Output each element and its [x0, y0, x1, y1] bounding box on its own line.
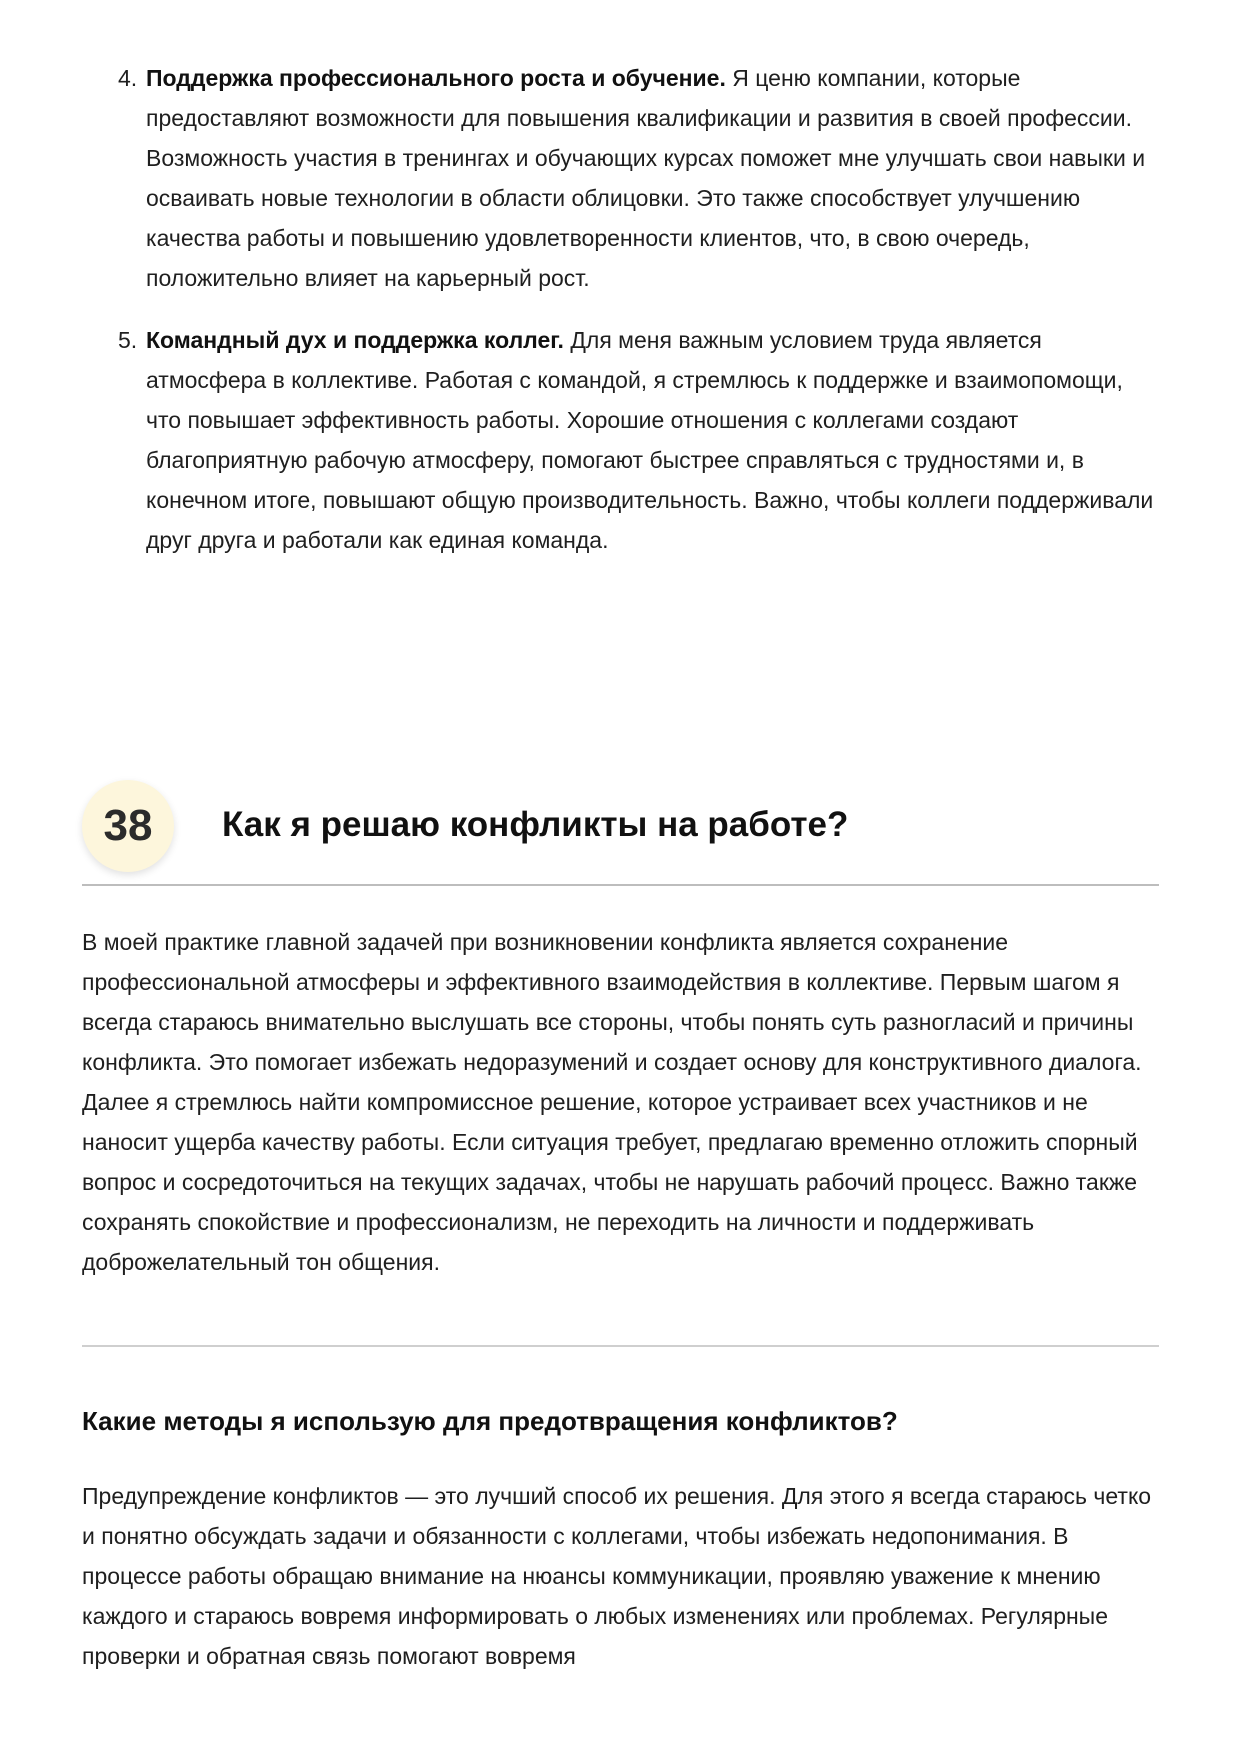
subheading: Какие методы я использую для предотвращения конфликтов?	[82, 1406, 898, 1436]
list-item-bold-lead: Поддержка профессионального роста и обучение.	[146, 65, 726, 91]
list-item-text: Я ценю компании, которые предоставляют возможности для повышения квалификации и развития в своей профессии. Возможность участия в тренингах и обучающих курсах поможет мне улучшать свои навыки и осваивать новые технологии в области облицовки. Это также способствует улучшению качества работы и повышению удовлетворенности клиентов, что, в свою очередь, положительно влияет на карьерный рост.	[146, 65, 1146, 291]
subheading-paragraph: Предупреждение конфликтов — это лучший способ их решения. Для этого я всегда стараюсь четко и понятно обсуждать задачи и обязанности с коллегами, чтобы избежать недопонимания. В процессе работы обращаю внимание на нюансы коммуникации, проявляю уважение к мнению каждого и стараюсь вовремя информировать о любых изменениях или проблемах. Регулярные проверки и обратная связь помогают вовремя	[82, 1483, 1152, 1669]
list-item-bold-lead: Командный дух и поддержка коллег.	[146, 327, 564, 353]
list-item	[118, 320, 1158, 560]
list-item-marker: 5.	[118, 327, 138, 353]
list-item	[118, 58, 1158, 298]
section-header	[82, 780, 1159, 886]
section-paragraph: В моей практике главной задачей при возникновении конфликта является сохранение профессиональной атмосферы и эффективного взаимодействия в коллективе. Первым шагом я всегда стараюсь внимательно выслушать все стороны, чтобы понять суть разногласий и причины конфликта. Это помогает избежать недоразумений и создает основу для конструктивного диалога. Далее я стремлюсь найти компромиссное решение, которое устраивает всех участников и не наносит ущерба качеству работы. Если ситуация требует, предлагаю временно отложить спорный вопрос и сосредоточиться на текущих задачах, чтобы не нарушать рабочий процесс. Важно также сохранять спокойствие и профессионализм, не переходить на личности и поддерживать доброжелательный тон общения.	[82, 929, 1142, 1275]
section-number-badge: 38	[82, 780, 174, 872]
section-title: Как я решаю конфликты на работе?	[222, 805, 849, 844]
section-divider	[82, 1345, 1159, 1347]
numbered-list	[118, 58, 1158, 582]
list-item-text: Для меня важным условием труда является атмосфера в коллективе. Работая с командой, я стремлюсь к поддержке и взаимопомощи, что повышает эффективность работы. Хорошие отношения с коллегами создают благоприятную рабочую атмосферу, помогают быстрее справляться с трудностями и, в конечном итоге, повышают общую производительность. Важно, чтобы коллеги поддерживали друг друга и работали как единая команда.	[146, 327, 1154, 553]
list-item-marker: 4.	[118, 65, 138, 91]
